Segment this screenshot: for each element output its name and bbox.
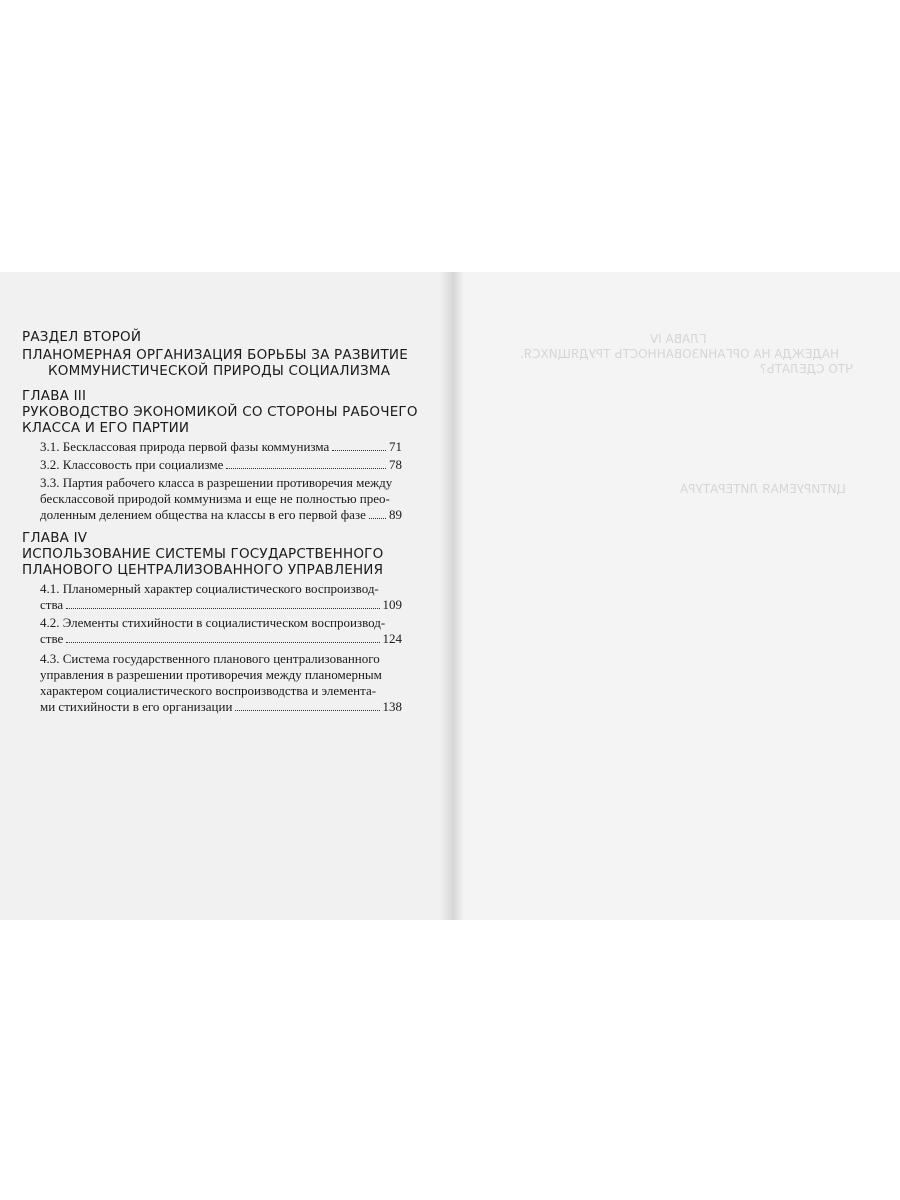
section-title-line: КОММУНИСТИЧЕСКОЙ ПРИРОДЫ СОЦИАЛИЗМА <box>48 363 391 379</box>
toc-page-number: 109 <box>382 597 402 612</box>
section-label: РАЗДЕЛ ВТОРОЙ <box>22 329 142 345</box>
toc-entry[interactable] <box>40 699 402 715</box>
toc-entry-text: стве <box>40 631 64 646</box>
toc-entry-text: 4.1. Планомерный характер социалистического воспроизвод- <box>40 581 379 596</box>
bleed-through-line: НАДЕЖДА НА ОРГАНИЗОВАННОСТЬ ТРУДЯЩИХСЯ. <box>520 347 840 361</box>
toc-page-number: 89 <box>389 507 402 522</box>
toc-page-number: 138 <box>382 699 402 714</box>
dot-leader <box>235 710 379 711</box>
toc-entry-text: управления в разрешении противоречия между планомерным <box>40 667 382 682</box>
toc-entry[interactable] <box>40 631 402 647</box>
section-title-line: ПЛАНОМЕРНАЯ ОРГАНИЗАЦИЯ БОРЬБЫ ЗА РАЗВИТИЕ <box>22 347 408 363</box>
toc-entry[interactable] <box>40 457 402 473</box>
toc-entry-text: 3.2. Классовость при социализме <box>40 457 224 472</box>
toc-entry[interactable] <box>40 597 402 613</box>
toc-entry-text: бесклассовой природой коммунизма и еще не полностью прео- <box>40 491 390 506</box>
toc-entry-text: 3.1. Бесклассовая природа первой фазы коммунизма <box>40 439 330 454</box>
bleed-through-line: ЧТО СДЕЛАТЬ? <box>760 362 854 376</box>
chapter-title-line: ПЛАНОВОГО ЦЕНТРАЛИЗОВАННОГО УПРАВЛЕНИЯ <box>22 562 384 578</box>
chapter-title-line: ИСПОЛЬЗОВАНИЕ СИСТЕМЫ ГОСУДАРСТВЕННОГО <box>22 546 384 562</box>
toc-entry-text: ми стихийности в его организации <box>40 699 233 714</box>
toc-entry-text: характером социалистического воспроизводства и элемента- <box>40 683 377 698</box>
toc-entry-text: ства <box>40 597 64 612</box>
toc-entry[interactable] <box>40 507 402 523</box>
toc-page-number: 71 <box>389 439 402 454</box>
bleed-through-line: ГЛАВА IV <box>650 332 707 346</box>
chapter-label: ГЛАВА III <box>22 388 87 404</box>
toc-page-number: 124 <box>382 631 402 646</box>
toc-entry[interactable] <box>40 439 402 455</box>
toc-entry-text: 4.2. Элементы стихийности в социалистическом воспроизвод- <box>40 615 386 630</box>
book-spread <box>0 272 900 920</box>
toc-entry-text: 4.3. Система государственного планового централизованного <box>40 651 380 666</box>
dot-leader <box>66 642 379 643</box>
dot-leader <box>369 518 386 519</box>
book-gutter <box>440 272 464 920</box>
dot-leader <box>66 608 379 609</box>
bleed-through-line: ЦИТИРУЕМАЯ ЛИТЕРАТУРА <box>680 482 846 496</box>
dot-leader <box>226 468 386 469</box>
chapter-title-line: КЛАССА И ЕГО ПАРТИИ <box>22 420 190 436</box>
chapter-title-line: РУКОВОДСТВО ЭКОНОМИКОЙ СО СТОРОНЫ РАБОЧЕГО <box>22 404 418 420</box>
toc-entry-text: доленным делением общества на классы в его первой фазе <box>40 507 366 522</box>
chapter-label: ГЛАВА IV <box>22 530 88 546</box>
toc-entry-text: 3.3. Партия рабочего класса в разрешении противоречия между <box>40 475 393 490</box>
toc-page-number: 78 <box>389 457 402 472</box>
dot-leader <box>332 450 386 451</box>
